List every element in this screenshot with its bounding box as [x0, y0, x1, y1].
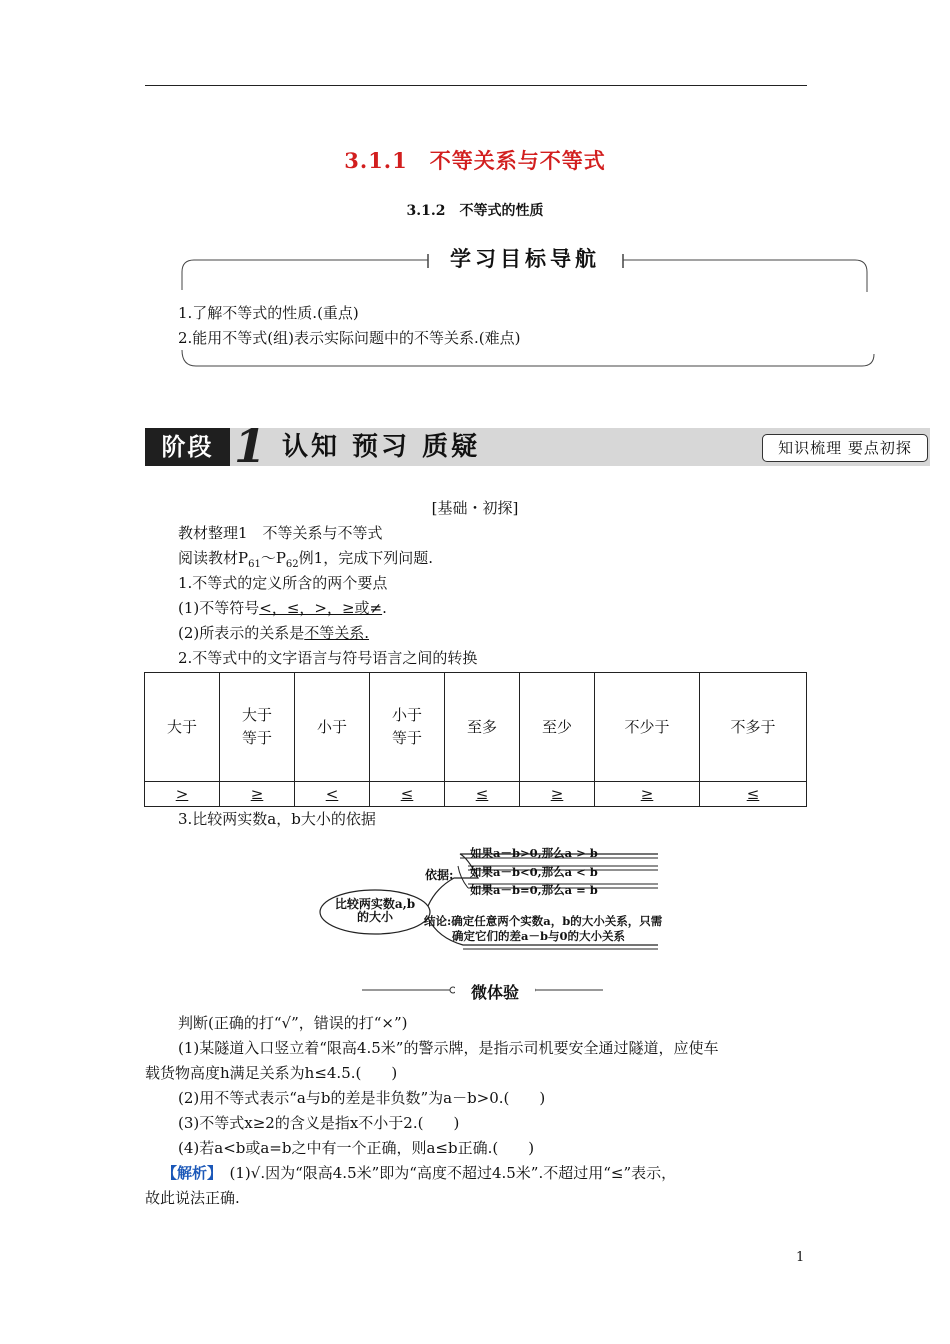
- question-3: (3)不等式x≥2的含义是指x不小于2.( ): [178, 1114, 460, 1132]
- conclusion: 结论:确定任意两个实数a，b的大小关系，只需 确定它们的差a－b与0的大小关系: [424, 914, 663, 943]
- stage-tag: 知识梳理 要点初探: [762, 434, 928, 462]
- reading-instruction: 阅读教材$P_{61}\sim P_{62}$例1，完成下列问题.: [178, 549, 433, 570]
- table-cell: 不多于: [700, 673, 807, 782]
- table-cell: ≥: [520, 782, 595, 807]
- analysis-line2: 故此说法正确.: [145, 1189, 240, 1207]
- page-subtitle: 3.1.2 不等式的性质: [406, 203, 544, 219]
- question-1-line2: 载货物高度h满足关系为h≤4.5.( ): [145, 1064, 398, 1082]
- question-2: (2)用不等式表示“a与b的差是非负数”为a－b>0.( ): [178, 1089, 546, 1107]
- page-title: 3.1.1 不等关系与不等式: [344, 148, 606, 173]
- experience-intro: 判断(正确的打“√”，错误的打“×”): [178, 1014, 408, 1032]
- stage-label: 阶段: [145, 428, 230, 466]
- goal-item-2: 2.能用不等式(组)表示实际问题中的不等关系.(难点): [178, 329, 521, 347]
- basis-label: 依据:: [425, 868, 454, 882]
- point-1a: (1)不等符号<，≤，>，≥或≠.: [178, 599, 387, 617]
- point-1b: (2)所表示的关系是不等关系.: [178, 624, 370, 642]
- question-4: (4)若a<b或a=b之中有一个正确，则a≤b正确.( ): [178, 1139, 535, 1157]
- analysis-line1: 【解析】 (1)√.因为“限高4.5米”即为“高度不超过4.5米”.不超过用“≤”表示，: [162, 1164, 677, 1182]
- table-cell: ≤: [445, 782, 520, 807]
- table-cell: ≤: [370, 782, 445, 807]
- answer-blank: <，≤，>，≥或≠: [259, 599, 383, 617]
- rule-2: 如果a－b<0,那么a < b: [470, 865, 598, 879]
- compare-center: 比较两实数a,b 的大小: [334, 897, 416, 924]
- table-cell: 大于 等于: [220, 673, 295, 782]
- conversion-table: [144, 672, 807, 807]
- table-cell: 小于: [295, 673, 370, 782]
- table-cell: 至多: [445, 673, 520, 782]
- answer-blank: 不等关系.: [304, 624, 370, 642]
- goal-item-1: 1.了解不等式的性质.(重点): [178, 304, 359, 322]
- section-bracket: [基础・初探]: [431, 499, 519, 517]
- question-1-line1: (1)某隧道入口竖立着“限高4.5米”的警示牌，是指示司机要安全通过隧道，应使车: [178, 1039, 719, 1057]
- table-cell: 不少于: [595, 673, 700, 782]
- analysis-label: 【解析】: [162, 1164, 215, 1182]
- table-cell: 至少: [520, 673, 595, 782]
- page-number: 1: [796, 1250, 805, 1265]
- goals-heading: 学习目标导航: [450, 246, 600, 271]
- rule-1: 如果a－b>0,那么a > b: [470, 846, 598, 860]
- compare-heading: 3.比较两实数a，b大小的依据: [178, 810, 376, 828]
- table-cell: ≥: [595, 782, 700, 807]
- table-cell: >: [145, 782, 220, 807]
- table-cell: ≥: [220, 782, 295, 807]
- table-cell: 小于 等于: [370, 673, 445, 782]
- table-cell: ≤: [700, 782, 807, 807]
- point-1: 1.不等式的定义所含的两个要点: [178, 574, 388, 592]
- point-2: 2.不等式中的文字语言与符号语言之间的转换: [178, 649, 478, 667]
- stage-title: 认知 预习 质疑: [282, 432, 481, 462]
- experience-heading: 微体验: [455, 980, 535, 1003]
- table-cell: 大于: [145, 673, 220, 782]
- section-heading: 教材整理1 不等关系与不等式: [178, 524, 383, 542]
- rule-3: 如果a－b=0,那么a = b: [470, 883, 598, 897]
- header-rule: [145, 85, 807, 86]
- table-cell: <: [295, 782, 370, 807]
- stage-number: 1: [233, 419, 266, 473]
